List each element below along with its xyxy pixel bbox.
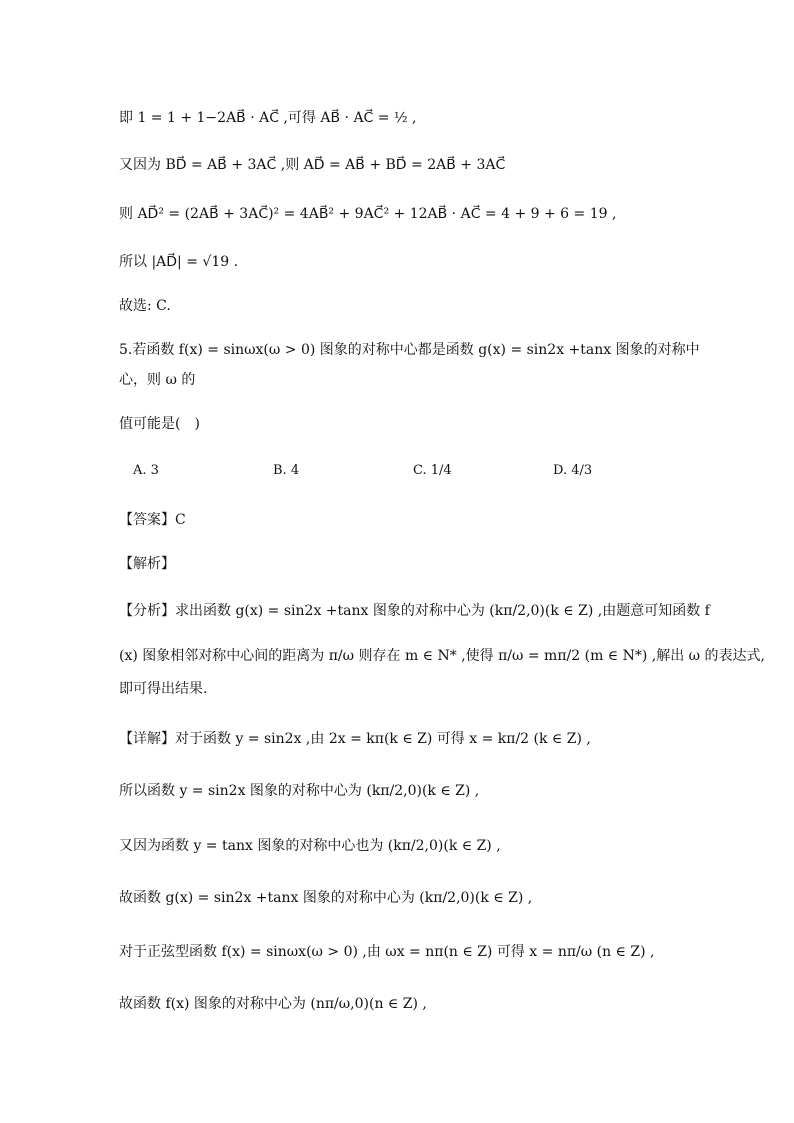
line-1: 即 1 = 1 + 1−2AB⃗ · AC⃗ ,可得 AB⃗ · AC⃗ = ½ , <box>119 110 417 126</box>
detail-line-5: 对于正弦型函数 f(x) = sinωx(ω > 0) ,由 ωx = nπ(n ∈ Z) 可得 x = nπ/ω (n ∈ Z) , <box>119 944 655 960</box>
question-stem-1: 5.若函数 f(x) = sinωx(ω > 0) 图象的对称中心都是函数 g(x) = sin2x +tanx 图象的对称中 <box>119 342 700 358</box>
analysis-line-3: 即可得出结果. <box>119 681 208 697</box>
line-3: 则 AD⃗² = (2AB⃗ + 3AC⃗)² = 4AB⃗² + 9AC⃗² + 12AB⃗ · AC⃗ = 4 + 9 + 6 = 19 , <box>119 206 617 222</box>
line-2: 又因为 BD⃗ = AB⃗ + 3AC⃗ ,则 AD⃗ = AB⃗ + BD⃗ = 2AB⃗ + 3AC⃗ <box>119 157 506 173</box>
analysis-line-1: 【分析】求出函数 g(x) = sin2x +tanx 图象的对称中心为 (kπ/2,0)(k ∈ Z) ,由题意可知函数 f <box>119 603 710 619</box>
option-d: D. 4/3 <box>553 463 593 478</box>
line-5: 故选: C. <box>119 298 171 314</box>
detail-line-1: 【详解】对于函数 y = sin2x ,由 2x = kπ(k ∈ Z) 可得 x = kπ/2 (k ∈ Z) , <box>119 731 591 747</box>
detail-line-4: 故函数 g(x) = sin2x +tanx 图象的对称中心为 (kπ/2,0)(k ∈ Z) , <box>119 890 533 906</box>
question-stem-3: 值可能是( ) <box>119 416 200 432</box>
analysis-heading: 【解析】 <box>119 556 175 572</box>
question-stem-2: 心，则 ω 的 <box>119 372 196 388</box>
detail-line-6: 故函数 f(x) 图象的对称中心为 (nπ/ω,0)(n ∈ Z) , <box>119 996 427 1012</box>
option-a: A. 3 <box>133 463 159 478</box>
option-c: C. 1/4 <box>413 463 452 478</box>
answer-line: 【答案】C <box>119 512 186 528</box>
detail-line-3: 又因为函数 y = tanx 图象的对称中心也为 (kπ/2,0)(k ∈ Z) , <box>119 838 501 854</box>
analysis-line-2: (x) 图象相邻对称中心间的距离为 π/ω 则存在 m ∈ N* ,使得 π/ω = mπ/2 (m ∈ N*) ,解出 ω 的表达式, <box>119 648 765 664</box>
detail-line-2: 所以函数 y = sin2x 图象的对称中心为 (kπ/2,0)(k ∈ Z) , <box>119 783 480 799</box>
line-4: 所以 |AD⃗| = √19 . <box>119 254 239 270</box>
option-b: B. 4 <box>273 463 300 478</box>
